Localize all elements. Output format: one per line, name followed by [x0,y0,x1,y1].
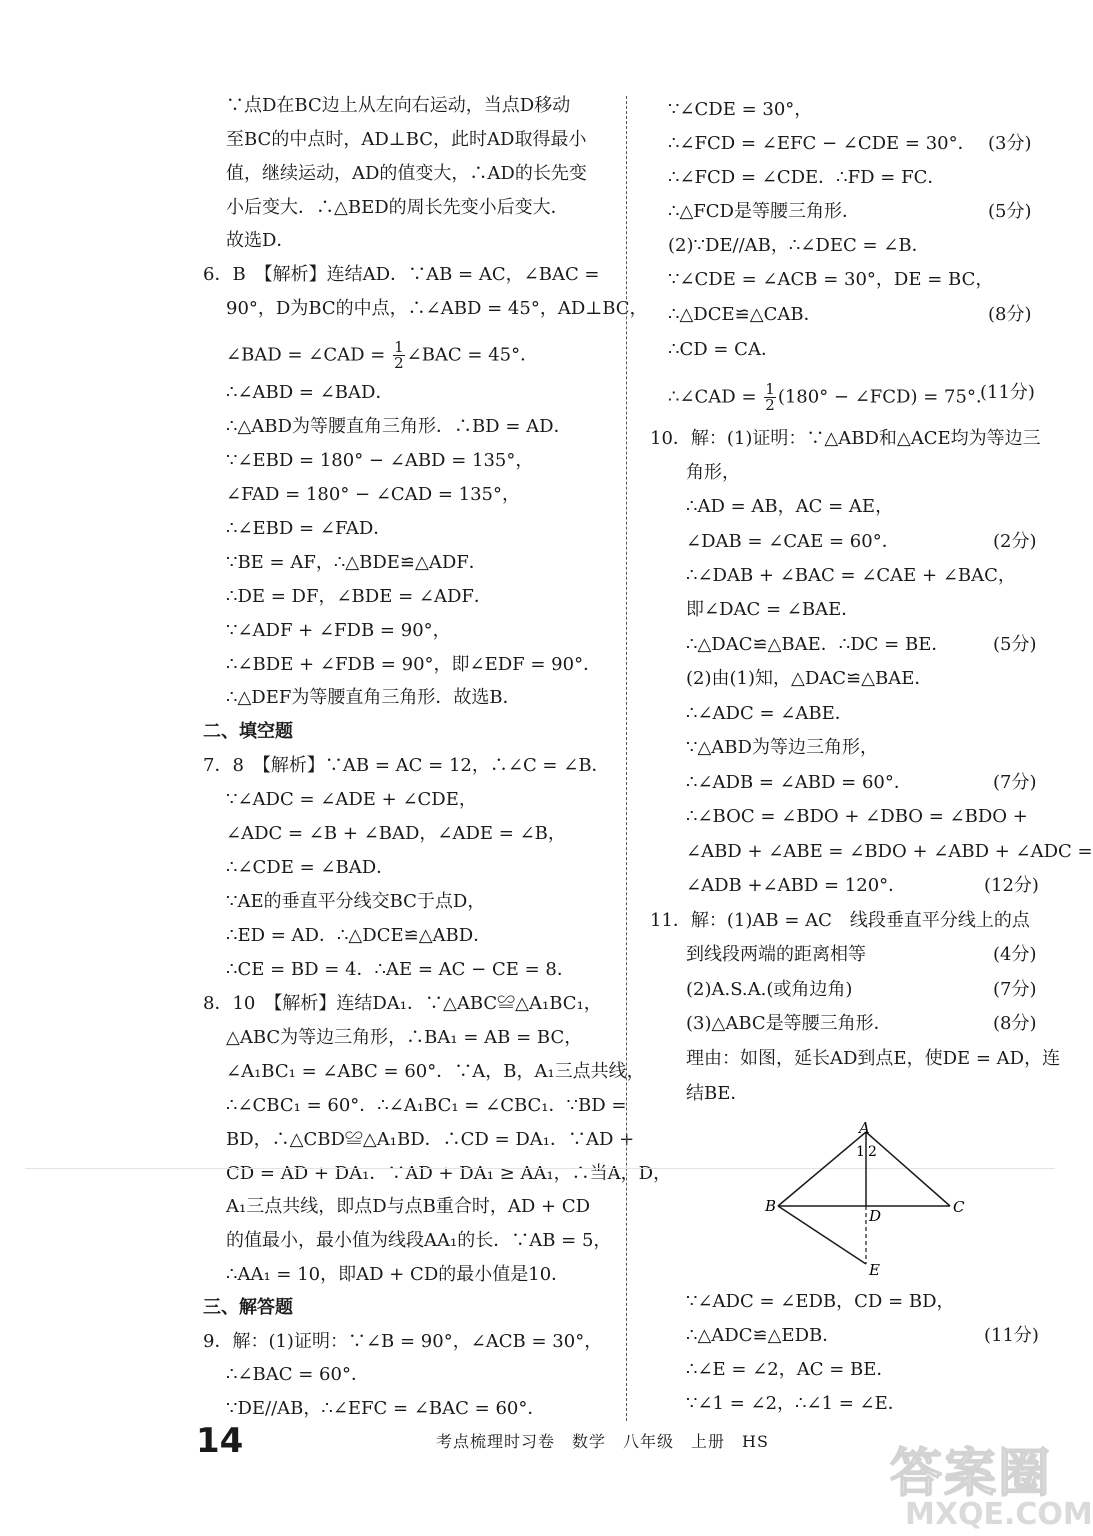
solution-line: ∵∠CDE = ∠ACB = 30°，DE = BC， [668,269,994,290]
watermark-url: MXQE.COM [905,1497,1093,1532]
solution-line: BD，∴△CBD≌△A₁BD．∴CD = DA₁．∵AD + [226,1129,635,1150]
solution-line: ∵∠ADF + ∠FDB = 90°， [226,620,451,641]
fraction-one-half [764,382,776,413]
section-heading: 二、填空题 [203,721,293,742]
solution-line: ∴△DAC≌△BAE．∴DC = BE． [686,634,950,655]
solution-line: (3)△ABC是等腰三角形． [686,1013,892,1034]
score-marker: (7分) [993,772,1037,793]
solution-line: ∴AA₁ = 10，即AD + CD的最小值是10． [226,1264,570,1285]
score-marker: (7分) [993,979,1037,1000]
score-marker: (2分) [993,531,1037,552]
solution-line: ∴△ABD为等腰直角三角形．∴BD = AD． [226,416,572,437]
solution-line: ∠ADC = ∠B + ∠BAD，∠ADE = ∠B， [226,823,566,844]
solution-line: ∴DE = DF，∠BDE = ∠ADF． [226,586,492,607]
label-angle-1: 1 [856,1144,865,1160]
fraction-line-bad-cad [226,338,539,372]
solution-line: 角形， [686,462,740,483]
solution-line: 故选D． [226,230,295,251]
book-info: 考点梳理时习卷 数学 八年级 上册 HS [436,1432,769,1451]
solution-line: ∴△FCD是等腰三角形． [668,201,860,222]
watermark-logo: 答案圈 [890,1444,1053,1504]
solution-line: (2)∵DE//AB，∴∠DEC = ∠B． [668,235,930,256]
solution-line: 即∠DAC = ∠BAE． [686,599,860,620]
fraction-post: (180° − ∠FCD) = 75°． [777,386,994,408]
solution-line: 至BC的中点时，AD⊥BC，此时AD取得最小 [226,129,587,150]
solution-line: ∴∠BOC = ∠BDO + ∠DBO = ∠BDO + [686,806,1028,827]
label-c: C [953,1198,965,1216]
solution-line: ∴△ADC≌△EDB． [686,1325,841,1346]
fraction-denominator: 2 [394,354,404,372]
solution-line: △ABC为等边三角形，∴BA₁ = AB = BC， [226,1027,583,1048]
solution-line: ∠DAB = ∠CAE = 60°． [686,531,900,552]
fraction-post: ∠BAC = 45°． [406,344,539,366]
solution-line: A₁三点共线，即点D与点B重合时，AD + CD [226,1196,591,1217]
solution-line: ∠ADB +∠ABD = 120°． [686,875,907,896]
section-heading: 三、解答题 [203,1297,293,1318]
solution-line: ∴∠BAC = 60°． [226,1364,369,1385]
solution-line: 的值最小，最小值为线段AA₁的长．∵AB = 5， [226,1230,612,1251]
score-marker: (11分) [980,382,1035,403]
fraction-pre: ∴∠CAD = [668,386,763,408]
segment-ac [866,1132,950,1206]
solution-line: 9．解：(1)证明：∵∠B = 90°，∠ACB = 30°， [203,1331,603,1352]
solution-line: ∴CE = BD = 4．∴AE = AC − CE = 8． [226,959,575,980]
solution-line: ∴△DCE≌△CAB． [668,304,822,325]
fraction-one-half [393,340,405,371]
solution-line: ∵∠CDE = 30°， [668,99,813,120]
column-divider [626,96,627,1421]
solution-line: ∴∠BDE + ∠FDB = 90°，即∠EDF = 90°． [226,654,602,675]
solution-line: ∴CD = CA． [668,339,779,360]
score-marker: (8分) [993,1013,1037,1034]
score-marker: (12分) [984,875,1039,896]
page-number: 14 [196,1421,244,1461]
solution-line: ∴∠DAB + ∠BAC = ∠CAE + ∠BAC， [686,565,1016,586]
score-marker: (4分) [993,944,1037,965]
solution-line: ∴ED = AD．∴△DCE≌△ABD． [226,925,492,946]
solution-line: ∵∠ADC = ∠EDB，CD = BD， [686,1291,955,1312]
fraction-numerator: 1 [394,338,404,356]
fraction-line-cad [668,380,994,414]
solution-line: ∠FAD = 180° − ∠CAD = 135°， [226,484,521,505]
solution-line: ∴∠FCD = ∠EFC − ∠CDE = 30°． [668,133,976,154]
segment-be [778,1206,866,1264]
solution-line: ∴∠ABD = ∠BAD． [226,382,394,403]
label-e: E [869,1261,880,1279]
solution-line: 90°，D为BC的中点，∴∠ABD = 45°，AD⊥BC， [226,298,648,319]
solution-line: ∵BE = AF，∴△BDE≌△ADF． [226,552,487,573]
solution-line: 到线段两端的距离相等 [686,944,866,965]
solution-line: 小后变大．∴△BED的周长先变小后变大． [226,197,569,218]
fraction-denominator: 2 [765,396,775,414]
solution-line: ∵点D在BC边上从左向右运动，当点D移动 [226,95,571,116]
solution-line: CD = AD + DA₁．∵AD + DA₁ ≥ AA₁，∴当A，D， [226,1163,672,1184]
triangle-figure [762,1118,992,1283]
label-b: B [765,1197,777,1215]
solution-line: ∴∠CBC₁ = 60°．∴∠A₁BC₁ = ∠CBC₁．∵BD = [226,1095,627,1116]
solution-line: ∴∠ADC = ∠ABE． [686,703,853,724]
solution-line: 6．B 【解析】连结AD．∵AB = AC，∠BAC = [203,264,600,285]
solution-line: 8．10 【解析】连结DA₁．∵△ABC≌△A₁BC₁， [203,993,602,1014]
solution-line: ∴∠E = ∠2，AC = BE． [686,1359,895,1380]
solution-line: ∴∠FCD = ∠CDE．∴FD = FC． [668,167,946,188]
score-marker: (11分) [984,1325,1039,1346]
solution-line: ∴∠EBD = ∠FAD． [226,518,392,539]
label-a: A [859,1119,870,1137]
solution-line: ∴△DEF为等腰直角三角形．故选B． [226,687,521,708]
solution-line: ∠A₁BC₁ = ∠ABC = 60°．∵A，B，A₁三点共线， [226,1061,645,1082]
solution-line: ∵∠1 = ∠2，∴∠1 = ∠E． [686,1393,906,1414]
solution-line: 理由：如图，延长AD到点E，使DE = AD，连 [686,1048,1061,1069]
solution-line: ∴AD = AB，AC = AE， [686,496,894,517]
label-angle-2: 2 [868,1144,877,1160]
solution-line: ∵DE//AB，∴∠EFC = ∠BAC = 60°． [226,1398,546,1419]
solution-line: 结BE． [686,1083,749,1104]
solution-line: (2)A.S.A.(或角边角) [686,979,853,1000]
solution-line: 7．8 【解析】∵AB = AC = 12，∴∠C = ∠B． [203,755,610,776]
fraction-pre: ∠BAD = ∠CAD = [226,344,392,366]
solution-line: 11．解：(1)AB = AC 线段垂直平分线上的点 [650,910,1030,931]
solution-line: ∵△ABD为等边三角形， [686,737,878,758]
solution-line: ∵∠EBD = 180° − ∠ABD = 135°， [226,450,534,471]
solution-line: ∴∠CDE = ∠BAD． [226,857,395,878]
solution-line: (2)由(1)知，△DAC≌△BAE． [686,668,933,689]
score-marker: (5分) [988,201,1032,222]
solution-line: ∵AE的垂直平分线交BC于点D， [226,891,486,912]
score-marker: (5分) [993,634,1037,655]
solution-line: 10．解：(1)证明：∵△ABD和△ACE均为等边三 [650,428,1041,449]
score-marker: (8分) [988,304,1032,325]
solution-line: ∵∠ADC = ∠ADE + ∠CDE， [226,789,477,810]
fraction-numerator: 1 [765,380,775,398]
solution-line: ∴∠ADB = ∠ABD = 60°． [686,772,912,793]
score-marker: (3分) [988,133,1032,154]
segment-ab [778,1132,866,1206]
label-d: D [869,1207,882,1225]
solution-line: 值，继续运动，AD的值变大，∴AD的长先变 [226,163,587,184]
solution-line: ∠ABD + ∠ABE = ∠BDO + ∠ABD + ∠ADC = [686,841,1093,862]
